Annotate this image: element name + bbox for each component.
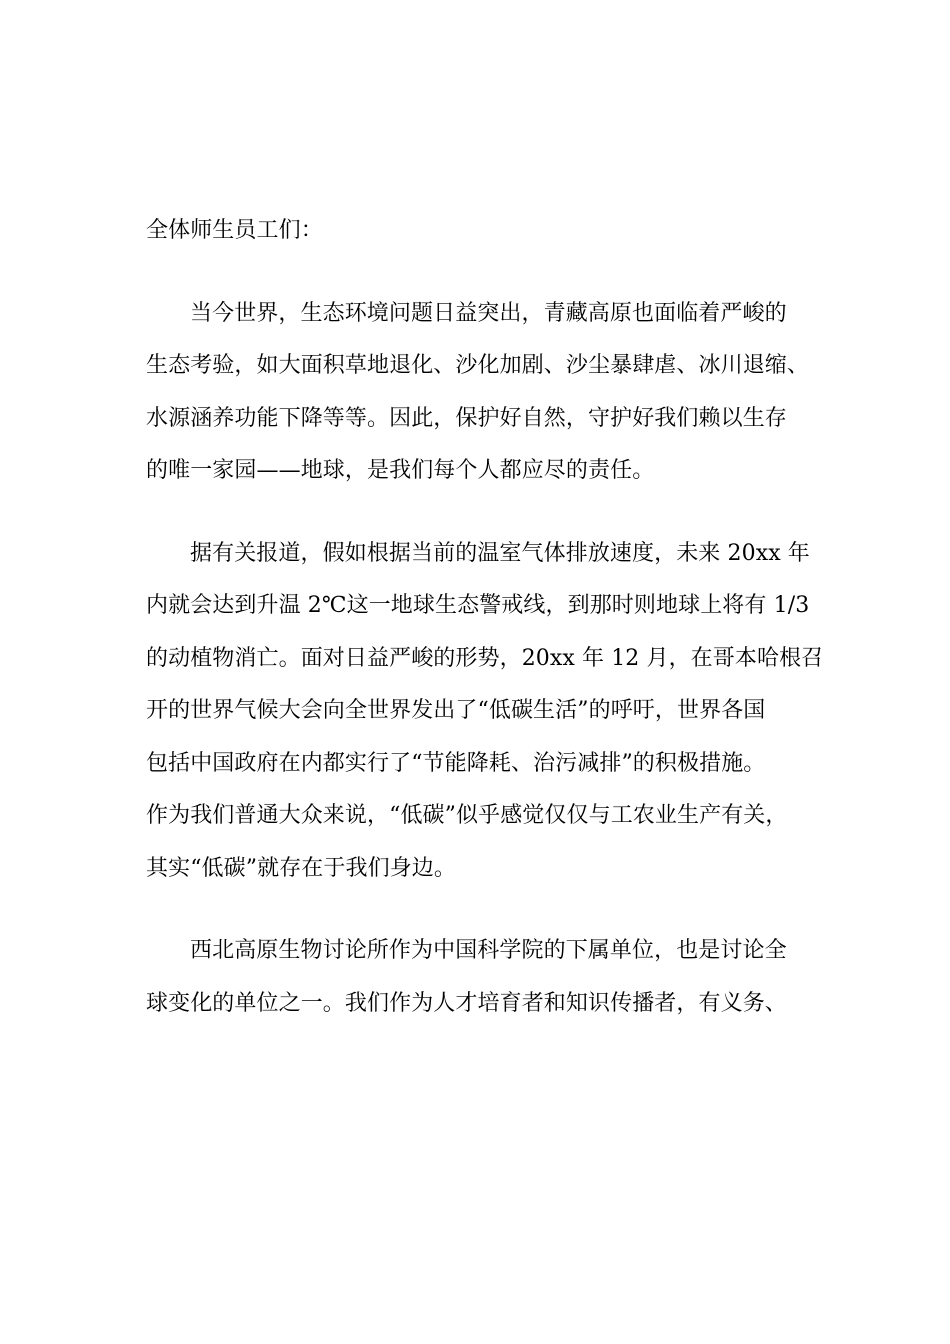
paragraph-line: 的唯一家园——地球，是我们每个人都应尽的责任。 [146, 458, 655, 483]
paragraph-line: 包括中国政府在内都实行了“节能降耗、治污减排”的积极措施。 [146, 750, 766, 776]
paragraph-line: 其实“低碳”就存在于我们身边。 [146, 855, 456, 881]
paragraph-line: 开的世界气候大会向全世界发出了“低碳生活”的呼吁，世界各国 [146, 698, 766, 723]
paragraph-gap [146, 498, 826, 528]
paragraph-2 [146, 528, 826, 896]
paragraph-line: 当今世界，生态环境问题日益突出，青藏高原也面临着严峻的 [190, 300, 787, 326]
salutation: 全体师生员工们： [146, 218, 323, 243]
paragraph-3 [146, 925, 826, 1030]
paragraph-line: 球变化的单位之一。我们作为人才培育者和知识传播者，有义务、 [146, 990, 787, 1016]
document-body [146, 205, 826, 1030]
paragraph-line: 据有关报道，假如根据当前的温室气体排放速度，未来 20xx 年 [190, 540, 810, 566]
paragraph-line: 西北高原生物讨论所作为中国科学院的下属单位，也是讨论全 [190, 938, 787, 963]
paragraph-line: 水源涵养功能下降等等。因此，保护好自然，守护好我们赖以生存 [146, 405, 787, 431]
paragraph-line: 生态考验，如大面积草地退化、沙化加剧、沙尘暴肆虐、冰川退缩、 [146, 353, 810, 378]
paragraph-1 [146, 288, 826, 498]
paragraph-line: 内就会达到升温 2℃这一地球生态警戒线，到那时则地球上将有 1/3 [146, 593, 810, 618]
paragraph-gap [146, 258, 826, 288]
paragraph-gap [146, 895, 826, 925]
paragraph-line: 的动植物消亡。面对日益严峻的形势，20xx 年 12 月，在哥本哈根召 [146, 645, 824, 671]
paragraph-line: 作为我们普通大众来说，“低碳”似乎感觉仅仅与工农业生产有关， [146, 803, 788, 828]
